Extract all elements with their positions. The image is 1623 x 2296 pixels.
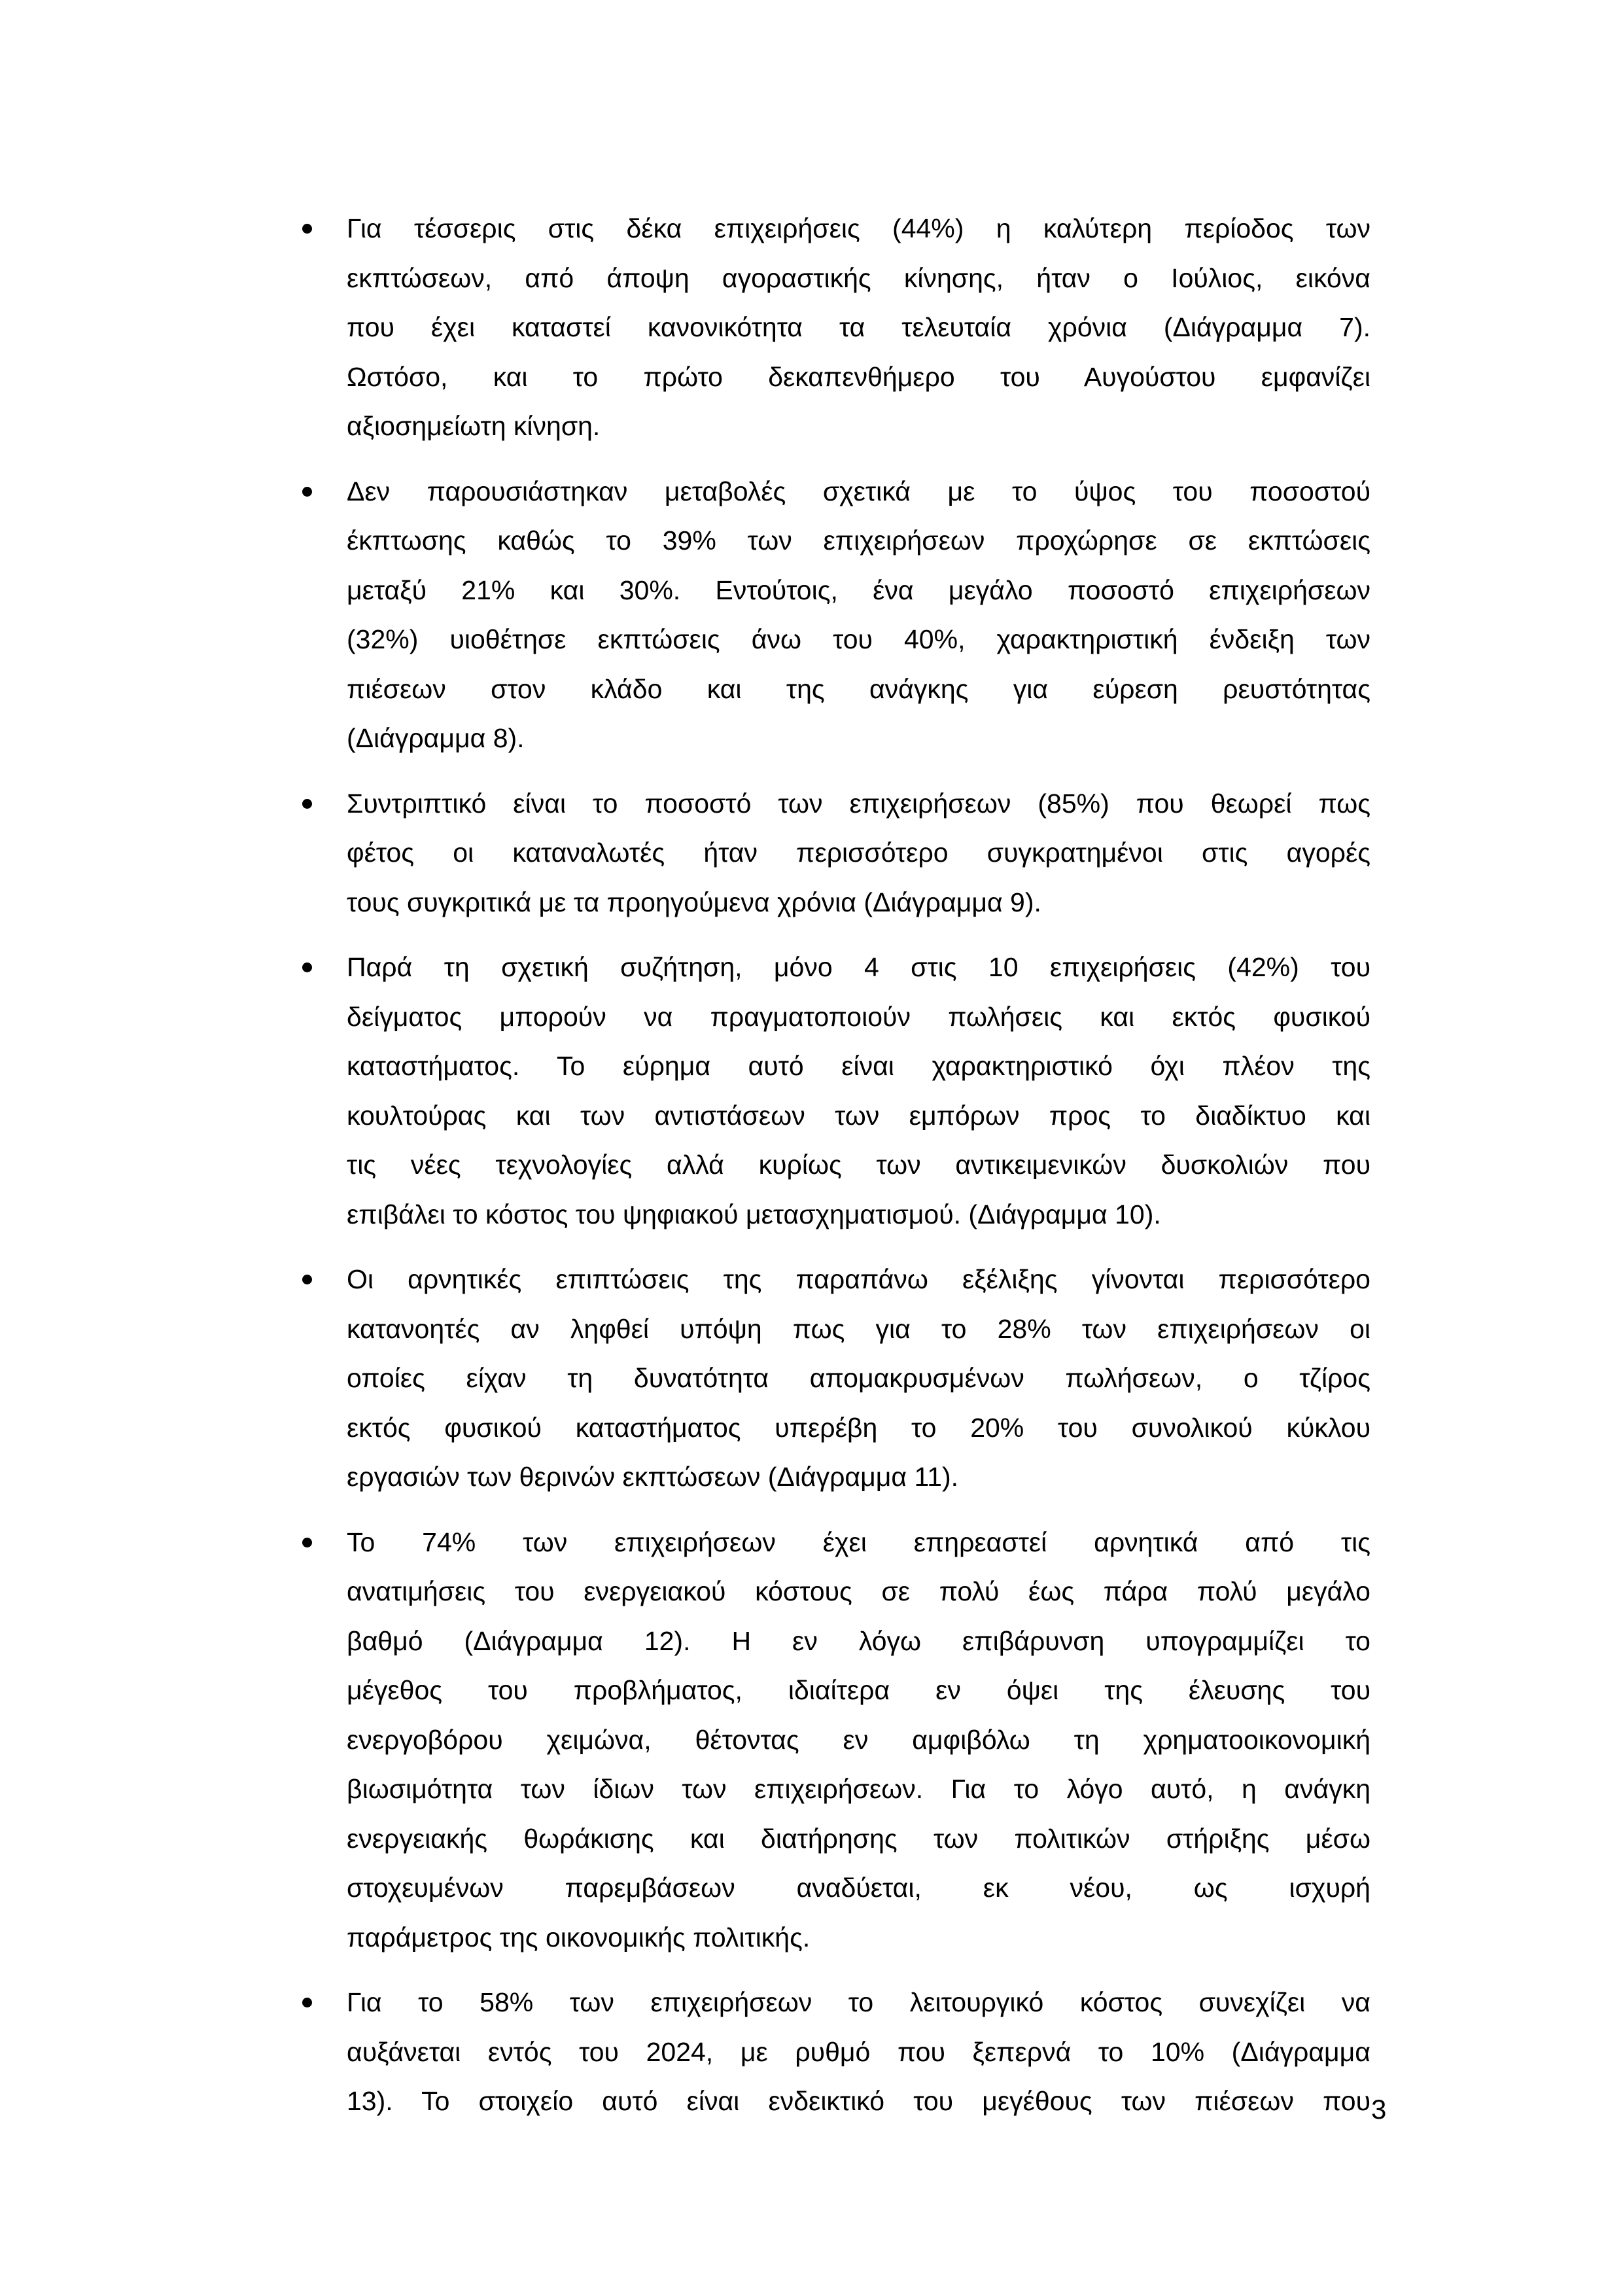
paragraph-line: στοχευμένων παρεμβάσεων αναδύεται, εκ νέου, ως ισχυρή xyxy=(347,1873,1370,1903)
paragraph-line: επιβάλει το κόστος του ψηφιακού μετασχηματισμού. (Διάγραμμα 10). xyxy=(347,1199,1161,1229)
paragraph-line: πιέσεων στον κλάδο και της ανάγκης για εύρεση ρευστότητας xyxy=(347,673,1370,704)
paragraph-line: Συντριπτικό είναι το ποσοστό των επιχειρήσεων (85%) που θεωρεί πως xyxy=(347,788,1370,819)
paragraph-line: (Διάγραμμα 8). xyxy=(347,723,525,753)
paragraph-line: μέγεθος του προβλήματος, ιδιαίτερα εν όψει της έλευσης του xyxy=(347,1675,1370,1705)
page-number: 3 xyxy=(1371,2094,1387,2125)
paragraph-line: Οι αρνητικές επιπτώσεις της παραπάνω εξέλιξης γίνονται περισσότερο xyxy=(347,1264,1370,1294)
bullet-item xyxy=(347,204,1370,451)
bullet-icon xyxy=(302,799,312,809)
paragraph-line: Για τέσσερις στις δέκα επιχειρήσεις (44%) η καλύτερη περίοδος των xyxy=(347,213,1370,243)
bullet-item xyxy=(347,1978,1370,2127)
bullet-item xyxy=(347,1255,1370,1502)
paragraph-line: Για το 58% των επιχειρήσεων το λειτουργικό κόστος συνεχίζει να xyxy=(347,1987,1370,2017)
paragraph-line: αξιοσημείωτη κίνηση. xyxy=(347,411,601,441)
paragraph-line: ανατιμήσεις του ενεργειακού κόστους σε πολύ έως πάρα πολύ μεγάλο xyxy=(347,1576,1370,1606)
paragraph-line: κουλτούρας και των αντιστάσεων των εμπόρων προς το διαδίκτυο και xyxy=(347,1100,1370,1131)
bullet-icon xyxy=(302,487,312,497)
paragraph-line: κατανοητές αν ληφθεί υπόψη πως για το 28% των επιχειρήσεων οι xyxy=(347,1313,1370,1344)
paragraph-line: (32%) υιοθέτησε εκπτώσεις άνω του 40%, χαρακτηριστική ένδειξη των xyxy=(347,624,1370,654)
paragraph-line: Παρά τη σχετική συζήτηση, μόνο 4 στις 10 επιχειρήσεις (42%) του xyxy=(347,952,1370,982)
bullet-icon xyxy=(302,963,312,972)
paragraph-line: Δεν παρουσιάστηκαν μεταβολές σχετικά με το ύψος του ποσοστού xyxy=(347,476,1370,506)
paragraph-line: καταστήματος. Το εύρημα αυτό είναι χαρακτηριστικό όχι πλέον της xyxy=(347,1051,1370,1081)
bullet-item xyxy=(347,943,1370,1239)
paragraph-line: ενεργειακής θωράκισης και διατήρησης των πολιτικών στήριξης μέσω xyxy=(347,1823,1370,1854)
paragraph-line: ενεργοβόρου χειμώνα, θέτοντας εν αμφιβόλω τη χρηματοοικονομική xyxy=(347,1724,1370,1755)
paragraph-line: δείγματος μπορούν να πραγματοποιούν πωλήσεις και εκτός φυσικού xyxy=(347,1001,1370,1032)
paragraph-line: τις νέες τεχνολογίες αλλά κυρίως των αντικειμενικών δυσκολιών που xyxy=(347,1150,1370,1180)
paragraph-line: παράμετρος της οικονομικής πολιτικής. xyxy=(347,1922,811,1952)
paragraph-line: εκτός φυσικού καταστήματος υπερέβη το 20% του συνολικού κύκλου xyxy=(347,1412,1370,1443)
bullet-icon xyxy=(302,1275,312,1284)
bullet-icon xyxy=(302,1998,312,2007)
paragraph-line: φέτος οι καταναλωτές ήταν περισσότερο συγκρατημένοι στις αγορές xyxy=(347,838,1370,868)
bullet-item xyxy=(347,467,1370,764)
paragraph-line: 13). Το στοιχείο αυτό είναι ενδεικτικό του μεγέθους των πιέσεων που xyxy=(347,2086,1370,2116)
paragraph-line: έκπτωσης καθώς το 39% των επιχειρήσεων προχώρησε σε εκπτώσεις xyxy=(347,525,1370,556)
paragraph-line: μεταξύ 21% και 30%. Εντούτοις, ένα μεγάλο ποσοστό επιχειρήσεων xyxy=(347,574,1370,605)
bullet-icon xyxy=(302,1538,312,1547)
paragraph-line: Το 74% των επιχειρήσεων έχει επηρεαστεί αρνητικά από τις xyxy=(347,1527,1370,1557)
bullet-list xyxy=(347,204,1370,2142)
bullet-item xyxy=(347,1518,1370,1963)
paragraph-line: βαθμό (Διάγραμμα 12). Η εν λόγω επιβάρυνση υπογραμμίζει το xyxy=(347,1625,1370,1656)
paragraph-line: που έχει καταστεί κανονικότητα τα τελευταία χρόνια (Διάγραμμα 7). xyxy=(347,312,1370,342)
paragraph-line: αυξάνεται εντός του 2024, με ρυθμό που ξεπερνά το 10% (Διάγραμμα xyxy=(347,2036,1370,2067)
paragraph-line: οποίες είχαν τη δυνατότητα απομακρυσμένων πωλήσεων, ο τζίρος xyxy=(347,1363,1370,1393)
paragraph-line: τους συγκριτικά με τα προηγούμενα χρόνια (Διάγραμμα 9). xyxy=(347,887,1041,917)
paragraph-line: βιωσιμότητα των ίδιων των επιχειρήσεων. Για το λόγο αυτό, η ανάγκη xyxy=(347,1774,1370,1804)
paragraph-line: Ωστόσο, και το πρώτο δεκαπενθήμερο του Αυγούστου εμφανίζει xyxy=(347,361,1370,392)
bullet-item xyxy=(347,779,1370,928)
paragraph-line: εκπτώσεων, από άποψη αγοραστικής κίνησης, ήταν ο Ιούλιος, εικόνα xyxy=(347,262,1370,293)
paragraph-line: εργασιών των θερινών εκπτώσεων (Διάγραμμα 11). xyxy=(347,1462,959,1492)
bullet-icon xyxy=(302,224,312,234)
